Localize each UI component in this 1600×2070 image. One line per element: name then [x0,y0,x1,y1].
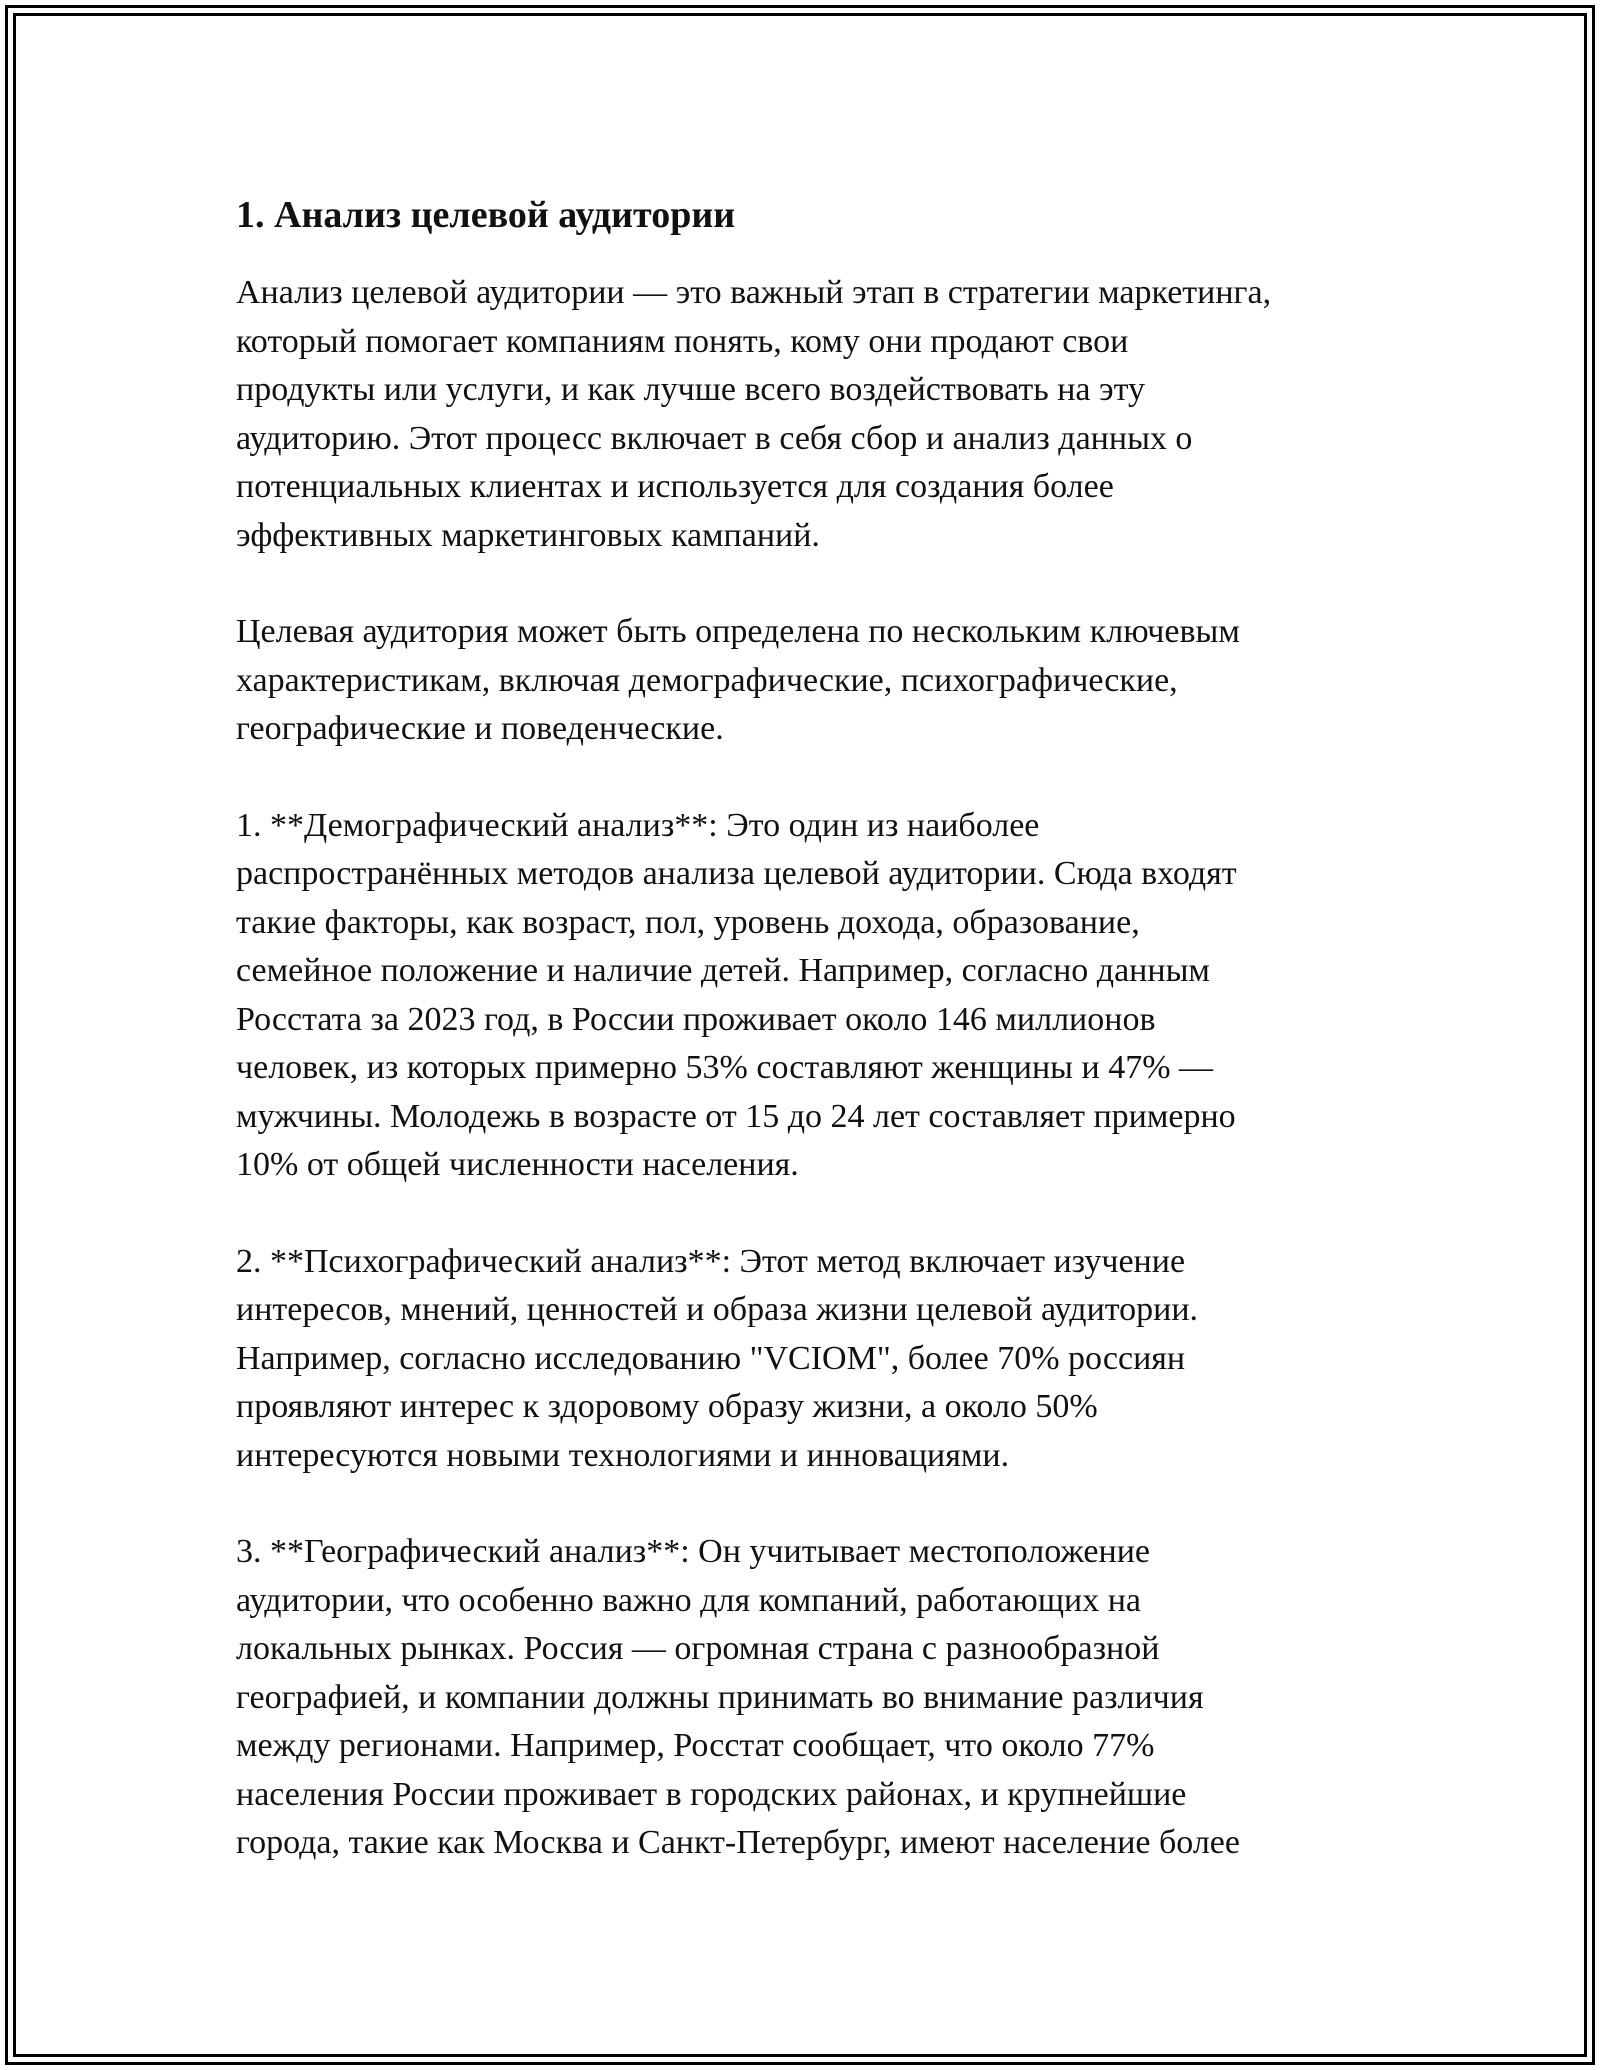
text-line: характеристикам, включая демографические, психографические, [236,661,1178,699]
text-line: Целевая аудитория может быть определена по нескольким ключевым [236,613,1240,650]
paragraph-characteristics [236,608,1396,754]
text-line: семейное положение и наличие детей. Например, согласно данным [236,952,1210,989]
text-line: человек, из которых примерно 53% составляют женщины и 47% — [236,1049,1214,1086]
text-line: который помогает компаниям понять, кому они продают свои [236,322,1129,360]
document-page [236,187,1396,1916]
text-line: интересов, мнений, ценностей и образа жизни целевой аудитории. [236,1291,1199,1328]
text-line: распространённых методов анализа целевой аудитории. Сюда входят [236,855,1237,892]
text-line: Анализ целевой аудитории — это важный этап в стратегии маркетинга, [236,274,1272,311]
text-line: Например, согласно исследованию "VCIOM", более 70% россиян [236,1339,1186,1377]
text-line: потенциальных клиентах и используется для создания более [236,468,1114,505]
text-line: 10% от общей численности населения. [236,1146,799,1183]
text-line: локальных рынках. Россия — огромная страна с разнообразной [236,1630,1160,1667]
paragraph-demographic [236,802,1396,1190]
text-line: мужчины. Молодежь в возрасте от 15 до 24 лет составляет примерно [236,1097,1236,1135]
text-line: 3. **Географический анализ**: Он учитывает местоположение [236,1533,1150,1570]
paragraph-intro [236,269,1396,560]
text-line: географией, и компании должны принимать во внимание различия [236,1678,1204,1716]
text-line: населения России проживает в городских районах, и крупнейшие [236,1775,1187,1813]
text-line: города, такие как Москва и Санкт-Петербург, имеют население более [236,1824,1240,1861]
text-line: 1. **Демографический анализ**: Это один из наиболее [236,806,1040,844]
text-line: проявляют интерес к здоровому образу жизни, а около 50% [236,1388,1098,1425]
paragraph-psychographic [236,1238,1396,1481]
text-line: 2. **Психографический анализ**: Этот метод включает изучение [236,1242,1186,1280]
text-line: Росстата за 2023 год, в России проживает около 146 миллионов [236,1000,1156,1038]
text-line: продукты или услуги, и как лучше всего воздействовать на эту [236,371,1146,408]
text-line: эффективных маркетинговых кампаний. [236,516,820,554]
text-line: аудитории, что особенно важно для компаний, работающих на [236,1581,1141,1619]
text-line: аудиторию. Этот процесс включает в себя сбор и анализ данных о [236,419,1193,457]
paragraph-geographic [236,1528,1396,1868]
section-heading: 1. Анализ целевой аудитории [236,194,736,236]
text-line: географические и поведенческие. [236,710,724,747]
text-line: интересуются новыми технологиями и инновациями. [236,1436,1010,1474]
text-line: между регионами. Например, Росстат сообщает, что около 77% [236,1727,1155,1764]
text-line: такие факторы, как возраст, пол, уровень дохода, образование, [236,903,1140,941]
